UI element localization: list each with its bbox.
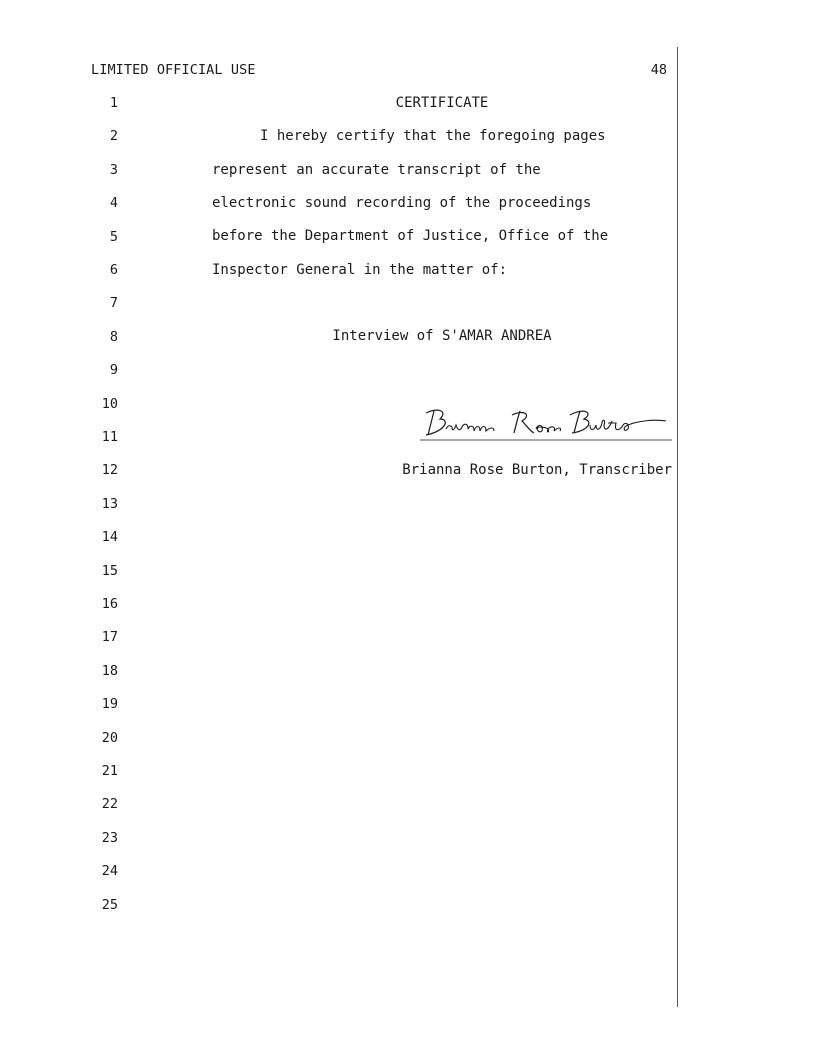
line-number: 14 <box>101 529 118 546</box>
line-number: 19 <box>101 696 118 713</box>
line-number: 16 <box>101 596 118 612</box>
line-number: 11 <box>101 429 118 445</box>
line-number: 2 <box>109 128 118 145</box>
certificate-body-line: represent an accurate transcript of the <box>212 162 541 178</box>
classification-header: LIMITED OFFICIAL USE <box>91 62 256 78</box>
line-number: 22 <box>101 796 118 813</box>
line-number: 5 <box>109 228 118 245</box>
line-number: 21 <box>101 763 118 779</box>
signer-name: Brianna Rose Burton, Transcriber <box>402 462 672 478</box>
line-number: 6 <box>109 262 118 278</box>
line-number: 1 <box>109 95 118 111</box>
certificate-body-line: Inspector General in the matter of: <box>212 262 508 278</box>
line-number: 25 <box>101 896 118 913</box>
line-number: 20 <box>101 729 118 746</box>
line-number: 13 <box>101 495 118 512</box>
line-number: 4 <box>109 195 118 212</box>
line-number: 23 <box>101 829 118 846</box>
certificate-body-line: I hereby certify that the foregoing pages <box>260 128 606 144</box>
line-number: 8 <box>109 328 118 345</box>
certificate-body-line: electronic sound recording of the proceedings <box>212 195 592 211</box>
line-number: 7 <box>109 295 118 312</box>
margin-rule <box>677 47 678 1007</box>
line-number: 3 <box>109 161 118 178</box>
page-number: 48 <box>650 62 667 78</box>
line-number: 9 <box>109 362 118 379</box>
handwritten-signature <box>418 405 674 445</box>
line-number: 17 <box>101 629 118 646</box>
line-number: 15 <box>101 562 118 579</box>
line-number: 24 <box>101 863 118 880</box>
line-number: 18 <box>101 662 118 679</box>
line-number: 12 <box>101 462 118 479</box>
certificate-body-line: before the Department of Justice, Office of the <box>212 228 609 244</box>
certificate-title: CERTIFICATE <box>395 95 489 111</box>
matter-title: Interview of S'AMAR ANDREA <box>332 328 552 344</box>
line-number: 10 <box>101 395 118 412</box>
